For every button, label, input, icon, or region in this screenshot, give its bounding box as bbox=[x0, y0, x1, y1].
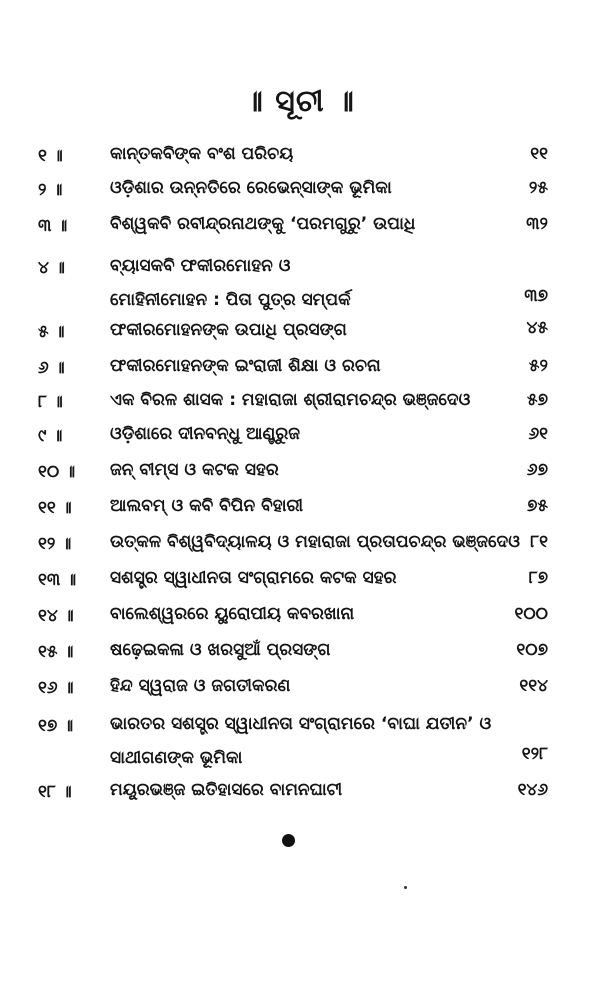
entry-page: ୧୨୮ bbox=[521, 744, 548, 764]
entry-page: ୬୧ bbox=[528, 424, 548, 444]
entry-page: ୬୭ bbox=[526, 460, 548, 480]
entry-title: ଫକୀରମୋହନଙ୍କ ଉପାଧି ପ୍ରସଙ୍ଗ bbox=[110, 320, 347, 340]
paper-speck bbox=[404, 886, 407, 889]
entry-title: ଷଢ଼େଇକଳା ଓ ଖରସୁଆଁ ପ୍ରସଙ୍ଗ bbox=[110, 640, 331, 660]
entry-number: ୯ ॥ bbox=[38, 426, 63, 446]
entry-number: ୧୧ ॥ bbox=[38, 498, 72, 518]
entry-page: ୪୫ bbox=[526, 318, 548, 338]
entry-page: ୧୪୬ bbox=[517, 780, 548, 800]
entry-number: ୧୨ ॥ bbox=[38, 534, 72, 554]
entry-number: ୧୪ ॥ bbox=[38, 606, 74, 626]
entry-number: ୪ ॥ bbox=[38, 258, 65, 278]
entry-number: ୧୭ ॥ bbox=[38, 716, 74, 736]
entry-page: ୩୭ bbox=[524, 286, 548, 306]
entry-page: ୭୫ bbox=[526, 496, 548, 516]
entry-title-line: ଭାରତର ସଶସ୍ତ୍ର ସ୍ୱାଧୀନତା ସଂଗ୍ରାମରେ ‘ବାଘା ଯତୀନ’ ଓ bbox=[110, 714, 492, 734]
entry-title: ଫକୀରମୋହନଙ୍କ ଇଂରାଜୀ ଶିକ୍ଷା ଓ ରଚନା bbox=[110, 356, 381, 376]
entry-page: ୨୫ bbox=[528, 178, 548, 198]
entry-page: ୧୧୪ bbox=[519, 676, 548, 696]
entry-page: ୧୦୭ bbox=[516, 640, 548, 660]
entry-title: ବାଲେଶ୍ୱରରେ ୟୁରୋପୀୟ କବରଖାନା bbox=[110, 604, 355, 624]
entry-title: ବିଶ୍ୱକବି ରବୀନ୍ଦ୍ରନାଥଙ୍କୁ ‘ପରମଗୁରୁ’ ଉପାଧି bbox=[110, 214, 416, 234]
entry-number: ୧୮ ॥ bbox=[38, 782, 72, 802]
entry-title: ଜନ୍ ବୀମ୍ସ ଓ କଟକ ସହର bbox=[110, 460, 279, 480]
entry-title: ଓଡ଼ିଶାରେ ଦୀନବନ୍ଧୁ ଆଣ୍ଡ୍ରୁଜ bbox=[110, 424, 300, 444]
entry-page: ୮୭ bbox=[528, 568, 548, 588]
entry-title: କାନ୍ତକବିଙ୍କ ବଂଶ ପରିଚୟ bbox=[110, 144, 294, 164]
entry-title-line: ସାଥୀଗଣଙ୍କ ଭୂମିକା bbox=[110, 748, 243, 768]
entry-title-line: ମୋହିନୀମୋହନ : ପିତା ପୁତ୍ର ସମ୍ପର୍କ bbox=[110, 290, 351, 310]
end-ornament-dot bbox=[282, 834, 295, 847]
entry-page: ୩୨ bbox=[526, 214, 548, 234]
entry-page: ୮୧ bbox=[530, 532, 548, 552]
entry-title: ସଶସ୍ତ୍ର ସ୍ୱାଧୀନତା ସଂଗ୍ରାମରେ କଟକ ସହର bbox=[110, 568, 397, 588]
page-title: ॥ ସୂଚୀ ॥ bbox=[245, 84, 355, 119]
entry-title: ଏକ ବିରଳ ଶାସକ : ମହାରାଜା ଶ୍ରୀରାମଚନ୍ଦ୍ର ଭଞ୍ଜଦେଓ bbox=[110, 390, 471, 410]
entry-number: ୧୩ ॥ bbox=[38, 570, 77, 590]
entry-number: ୮ ॥ bbox=[38, 392, 63, 412]
entry-title: ଓଡ଼ିଶାର ଉନ୍ନତିରେ ରେଭେନ୍ସାଙ୍କ ଭୂମିକା bbox=[110, 178, 392, 198]
entry-title: ମୟୂରଭଞ୍ଜ ଇତିହାସରେ ବାମନଘାଟୀ bbox=[110, 780, 343, 800]
entry-number: ୩ ॥ bbox=[38, 216, 68, 236]
entry-number: ୧୦ ॥ bbox=[38, 462, 76, 482]
entry-number: ୬ ॥ bbox=[38, 358, 65, 378]
entry-page: ୫୭ bbox=[526, 390, 548, 410]
entry-number: ୨ ॥ bbox=[38, 180, 63, 200]
entry-number: ୧୫ ॥ bbox=[38, 642, 74, 662]
entry-page: ୧୦୦ bbox=[514, 604, 548, 624]
entry-title: ଆଲବମ୍ ଓ କବି ବିପିନ ବିହାରୀ bbox=[110, 496, 304, 516]
entry-page: ୫୨ bbox=[528, 356, 548, 376]
entry-title: ଉତ୍କଳ ବିଶ୍ୱବିଦ୍ୟାଳୟ ଓ ମହାରାଜା ପ୍ରତାପଚନ୍ଦ୍ର ଭଞ୍ଜଦେଓ bbox=[110, 532, 520, 552]
entry-page: ୧୧ bbox=[530, 144, 548, 164]
entry-title: ହିନ୍ଦ ସ୍ୱରାଜ ଓ ଜଗତୀକରଣ bbox=[110, 676, 291, 696]
entry-title-line: ବ୍ୟାସକବି ଫକୀରମୋହନ ଓ bbox=[110, 256, 291, 276]
entry-number: ୧୬ ॥ bbox=[38, 678, 74, 698]
entry-number: ୧ ॥ bbox=[38, 146, 63, 166]
entry-number: ୫ ॥ bbox=[38, 322, 65, 342]
